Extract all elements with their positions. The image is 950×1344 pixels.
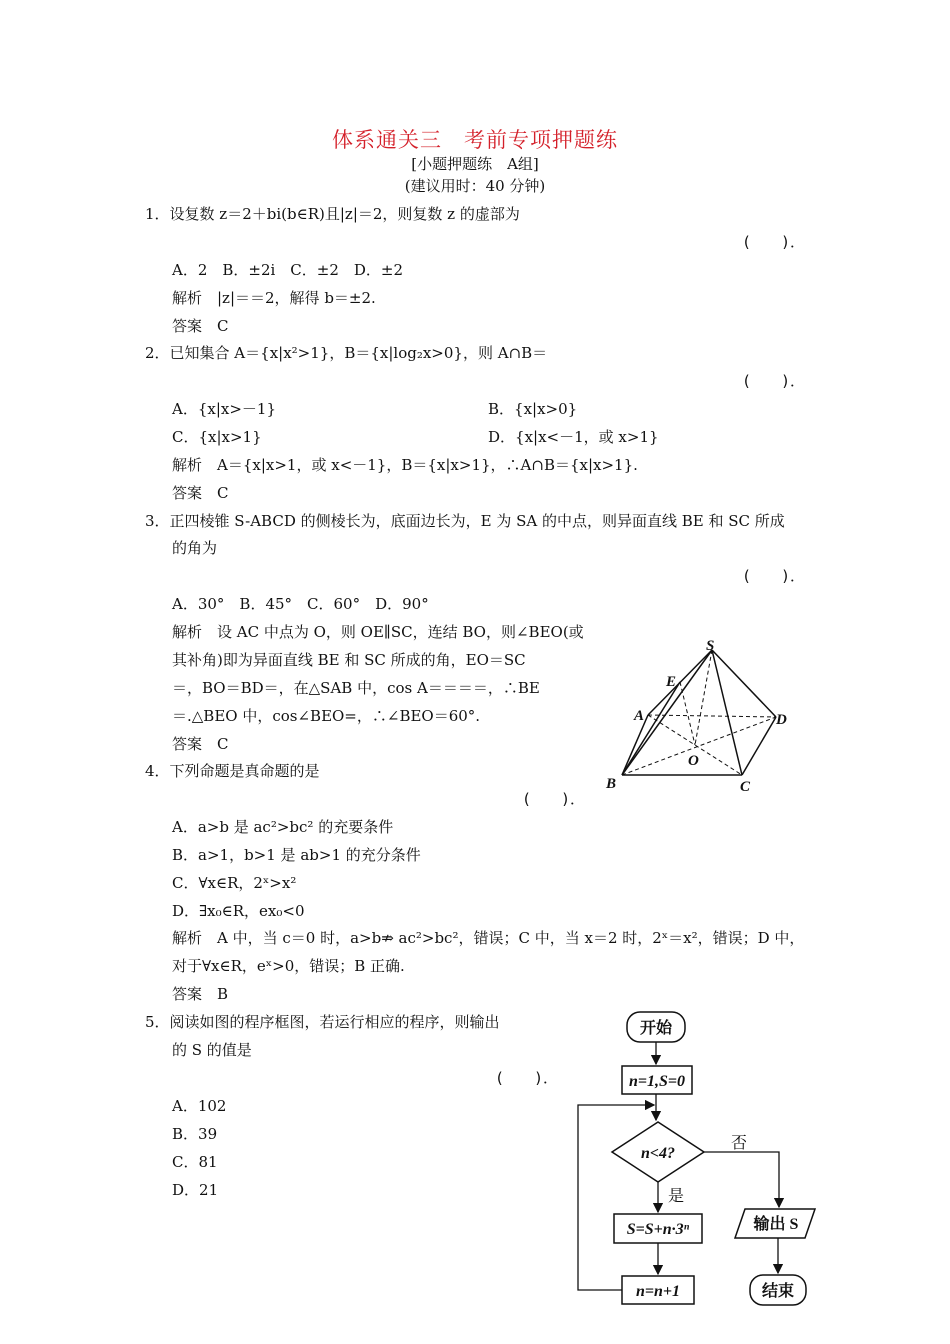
flowchart-figure	[570, 1005, 820, 1320]
q3-answer: 答案 C	[172, 735, 229, 753]
q3-analysis-line3: ＝，BO＝BD＝，在△SAB 中，cos A＝＝＝＝，∴BE	[172, 679, 540, 697]
flow-body-label: S=S+n·3ⁿ	[626, 1221, 690, 1238]
q3-options: A．30° B．45° C．60° D．90°	[172, 595, 429, 613]
q4-stem: 4．下列命题是真命题的是	[145, 762, 320, 780]
q3-paren: ( )．	[742, 567, 806, 585]
q3-stem-line1: 3．正四棱锥 S-ABCD 的侧棱长为，底面边长为，E 为 SA 的中点，则异面直线 BE 和 SC 所成	[145, 512, 785, 530]
q1-paren: ( )．	[742, 233, 806, 251]
flow-incr-label: n=n+1	[635, 1283, 681, 1300]
time-note: (建议用时：40 分钟)	[404, 177, 546, 195]
edge-SD	[712, 650, 776, 717]
q4-option-a: A．a>b 是 ac²>bc² 的充要条件	[172, 818, 394, 836]
edge-CD	[742, 717, 776, 775]
q4-option-b: B．a>1，b>1 是 ab>1 的充分条件	[172, 846, 421, 864]
label-D: D	[776, 712, 787, 728]
diag-BD	[622, 717, 776, 775]
q5-option-b: B．39	[172, 1125, 218, 1143]
seg-EO	[680, 682, 695, 745]
q4-option-d: D．∃x₀∈R，ex₀<0	[172, 902, 305, 920]
edge-AD	[648, 715, 776, 717]
q4-paren: ( )．	[522, 790, 586, 808]
q5-option-a: A．102	[172, 1097, 227, 1115]
q2-option-d: D．{x|x<－1，或 x>1}	[488, 428, 659, 446]
q1-answer: 答案 C	[172, 317, 229, 335]
section-subtitle: [小题押题练 A组]	[411, 155, 539, 173]
q3-stem-line2: 的角为	[172, 539, 218, 557]
label-E: E	[666, 674, 677, 690]
flow-init-label: n=1,S=0	[628, 1073, 686, 1090]
flow-output-label: 输出 S	[753, 1216, 799, 1233]
q1-stem: 1．设复数 z＝2＋bi(b∈R)且|z|＝2，则复数 z 的虚部为	[145, 205, 520, 223]
label-A: A	[634, 708, 645, 724]
q1-options: A．2 B．±2i C．±2 D．±2	[172, 261, 404, 279]
q5-stem-line2: 的 S 的值是	[172, 1041, 252, 1059]
q5-paren: ( )．	[495, 1069, 559, 1087]
q4-answer: 答案 B	[172, 985, 229, 1003]
q2-answer: 答案 C	[172, 484, 229, 502]
flow-no-label: 否	[730, 1135, 748, 1152]
q2-option-a: A．{x|x>－1}	[172, 400, 277, 418]
q4-analysis-line1: 解析 A 中，当 c＝0 时，a>b⇏ ac²>bc²，错误；C 中，当 x＝2 时，2ˣ＝x²，错误；D 中，	[172, 929, 805, 947]
q5-option-c: C．81	[172, 1153, 218, 1171]
q2-option-c: C．{x|x>1}	[172, 428, 262, 446]
edge-BE	[622, 682, 680, 775]
flow-yes-label: 是	[667, 1188, 685, 1205]
q1-analysis: 解析 |z|＝＝2，解得 b＝±2.	[172, 289, 376, 307]
q5-option-d: D．21	[172, 1181, 219, 1199]
label-S: S	[706, 638, 715, 654]
page-title: 体系通关三 考前专项押题练	[332, 128, 618, 152]
label-B: B	[606, 776, 617, 792]
label-O: O	[688, 753, 699, 769]
q2-analysis: 解析 A＝{x|x>1，或 x<－1}，B＝{x|x>1}，∴A∩B＝{x|x>1}.	[172, 456, 638, 474]
edge-SC	[712, 650, 742, 775]
q3-analysis-line4: ＝.△BEO 中，cos∠BEO=，∴∠BEO＝60°.	[172, 707, 481, 725]
q2-paren: ( )．	[742, 372, 806, 390]
flow-start-label: 开始	[639, 1020, 673, 1037]
q2-stem: 2．已知集合 A＝{x|x²>1}，B＝{x|log₂x>0}，则 A∩B＝	[145, 344, 548, 362]
q4-analysis-line2: 对于∀x∈R，eˣ>0，错误；B 正确.	[172, 957, 405, 975]
flow-end-label: 结束	[761, 1283, 795, 1300]
flow-cond-label: n<4?	[640, 1145, 676, 1162]
pyramid-figure	[600, 630, 800, 800]
label-C: C	[740, 779, 751, 795]
q5-stem-line1: 5．阅读如图的程序框图，若运行相应的程序，则输出	[145, 1013, 500, 1031]
q3-analysis-line1: 解析 设 AC 中点为 O，则 OE∥SC，连结 BO，则∠BEO(或	[172, 623, 584, 641]
q2-option-b: B．{x|x>0}	[488, 400, 578, 418]
q4-option-c: C．∀x∈R，2ˣ>x²	[172, 874, 297, 892]
q3-analysis-line2: 其补角)即为异面直线 BE 和 SC 所成的角，EO＝SC	[172, 651, 526, 669]
